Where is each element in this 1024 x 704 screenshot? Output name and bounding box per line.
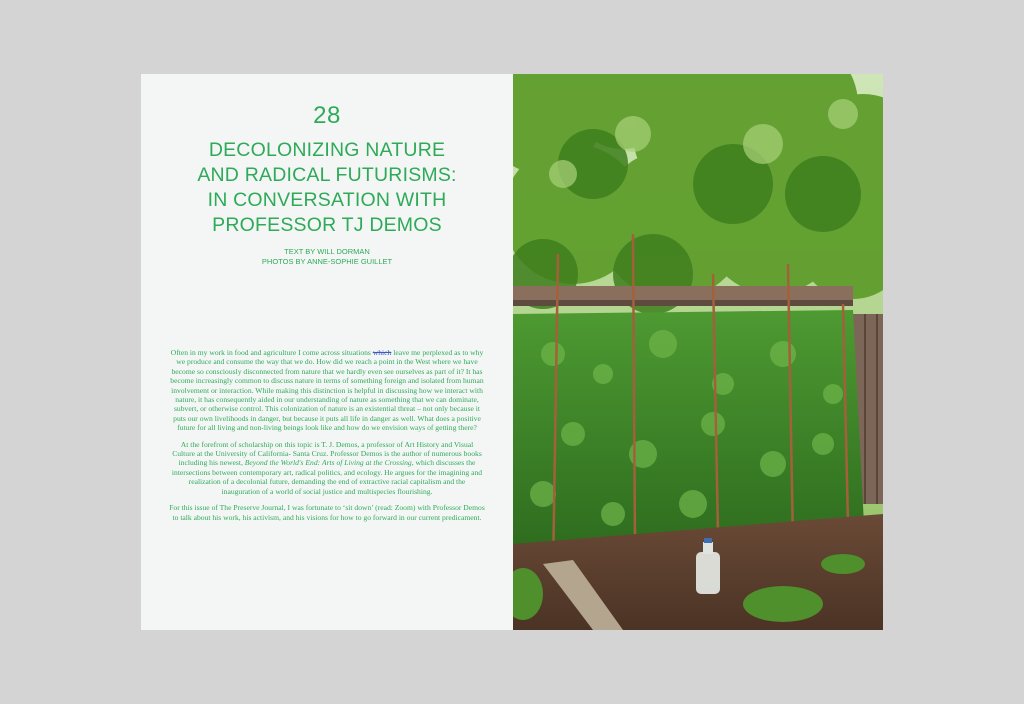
garden-photo: [513, 74, 883, 630]
text-by-credit: TEXT BY WILL DORMAN: [284, 247, 370, 256]
paragraph-interview-note: For this issue of The Preserve Journal, I was fortunate to ‘sit down’ (read: Zoom) with Professor Demos to talk about his work, his activism, and his visions for how to go forward in our current predicament.: [169, 503, 485, 522]
title-line: PROFESSOR TJ DEMOS: [212, 214, 442, 236]
chapter-number: 28: [313, 102, 341, 129]
paragraph-text: leave me perplexed as to why we produce and consume the way that we do. How did we reach a point in the West where we have become so consciously disconnected from nature that we hardly even see ourselves as part of it? It has become increasingly common to discuss nature in terms of something foreign and isolated from human involvement or interaction. While making this distinction is helpful in discussing how we interact with nature, it has consequently aided in our understanding of nature as something that we can dominate, subvert, or otherwise control. This colonization of nature is an existential threat – not only because it puts our own livelihoods in danger, but because it puts all life in danger as well. What does a positive future for all living and non-living beings look like and how do we envision ways of getting there?: [170, 348, 484, 433]
paragraph-intro: [169, 348, 485, 433]
paragraph-text: At the forefront of scholarship on this topic is T. J. Demos, a professor of Art History and Visual Culture at the University of California- Santa Cruz. Professor Demos is the author of numerous books including his newest,: [172, 439, 482, 468]
photos-by-credit: PHOTOS BY ANNE-SOPHIE GUILLET: [261, 257, 393, 266]
title-line: DECOLONIZING NATURE: [208, 139, 446, 161]
right-page-photo: [513, 74, 883, 630]
paragraph-text: Often in my work in food and agriculture I come across situations: [170, 348, 373, 357]
left-page: [141, 74, 513, 630]
article-body: [169, 348, 485, 529]
paragraph-text: , which discusses the intersections between contemporary art, radical politics, and ecology. He argues for the imagining and realization of a decolonial future, demanding the end of extractive racial capitalism and the inauguration of a world of social justice and multispecies flourishing.: [171, 458, 483, 496]
struck-word: which: [372, 348, 392, 357]
title-line: AND RADICAL FUTURISMS:: [197, 164, 457, 186]
paragraph-demos-intro: [169, 440, 485, 496]
credits: [141, 247, 513, 267]
title-line: IN CONVERSATION WITH: [207, 189, 447, 211]
magazine-spread: [141, 74, 883, 630]
article-title: [161, 138, 493, 238]
book-title: Beyond the World's End: Arts of Living at the Crossing: [244, 458, 412, 468]
